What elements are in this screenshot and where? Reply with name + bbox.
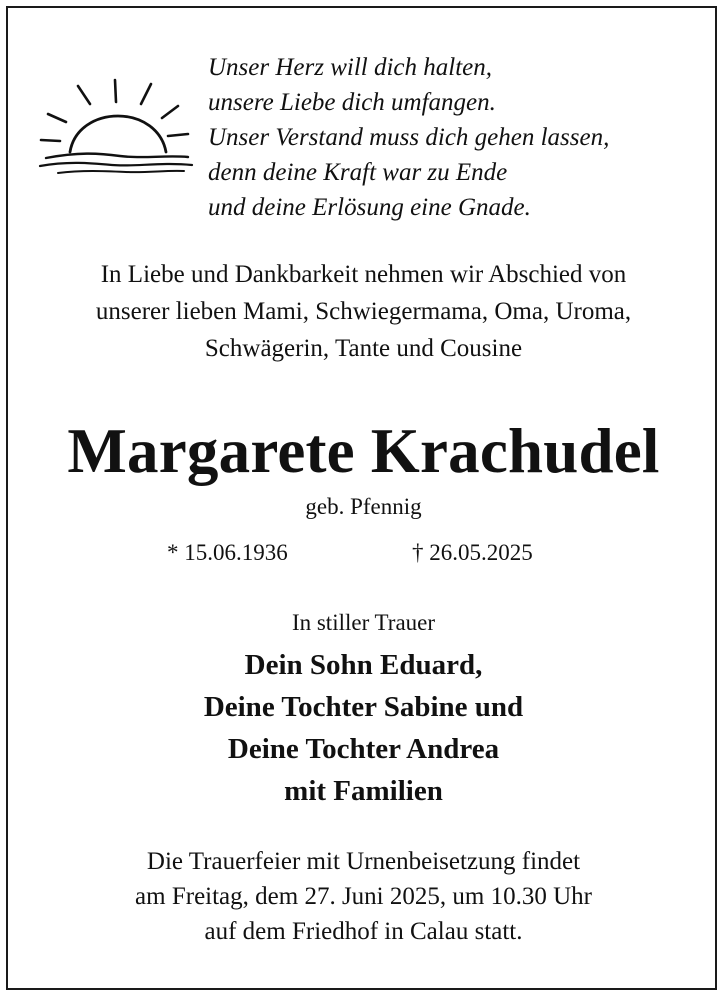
funeral-line: Die Trauerfeier mit Urnenbeisetzung findet [146,848,581,875]
rising-sun-icon [38,78,194,178]
mourners-list [0,644,727,812]
intro-line: unserer lieben Mami, Schwiegermama, Oma, Uroma, [95,298,632,325]
birth-name: geb. Pfennig [305,494,422,519]
death-date: † 26.05.2025 [412,540,533,565]
funeral-info [0,844,727,949]
poem [208,50,708,225]
mourner-line: Deine Tochter Sabine und [203,691,524,723]
funeral-line: auf dem Friedhof in Calau statt. [204,918,523,945]
mourning-intro: In stiller Trauer [291,610,436,635]
poem-line: denn deine Kraft war zu Ende [208,159,508,186]
poem-line: unsere Liebe dich umfangen. [208,89,496,116]
mourner-line: mit Familien [284,775,443,807]
poem-line: Unser Verstand muss dich gehen lassen, [208,124,610,151]
intro-line: In Liebe und Dankbarkeit nehmen wir Abschied von [100,261,627,288]
life-dates [0,538,727,568]
mourner-line: Dein Sohn Eduard, [244,649,483,681]
mourner-line: Deine Tochter Andrea [227,733,500,765]
poem-line: und deine Erlösung eine Gnade. [208,194,531,221]
funeral-line: am Freitag, dem 27. Juni 2025, um 10.30 Uhr [135,883,592,910]
poem-line: Unser Herz will dich halten, [208,54,493,81]
birth-date: * 15.06.1936 [167,540,288,565]
deceased-name: Margarete Krachudel [67,416,660,486]
farewell-intro [0,256,727,367]
intro-line: Schwägerin, Tante und Cousine [204,335,523,362]
